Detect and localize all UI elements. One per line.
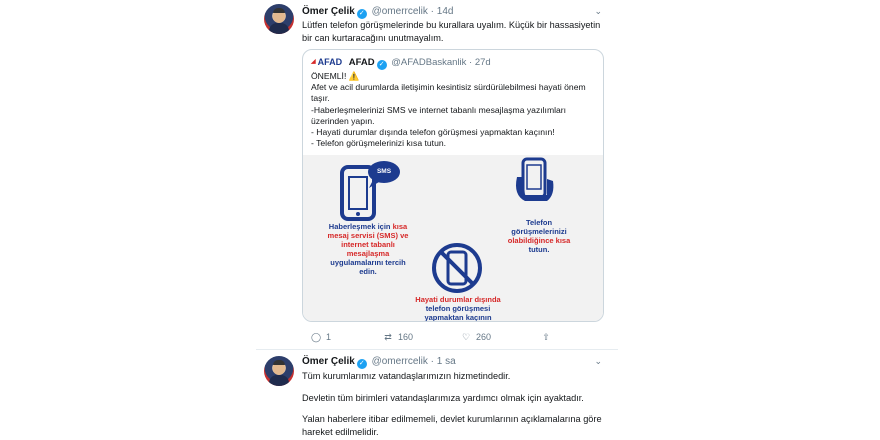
tweet-text: Tüm kurumlarımız vatandaşlarımızın hizmetindedir. Devletin tüm birimleri vatandaşlarımıza yardımcı olmak için ayaktadır. Yalan haberlere itibar edilmemeli, devlet kurumlarının açıklamalarına göre hareket edilmelidir. [302,371,602,437]
quoted-tweet-image[interactable] [303,155,604,322]
share-icon: ⇧ [542,332,550,342]
chevron-down-icon[interactable]: ⌄ [594,6,602,16]
verified-badge-icon: ✓ [377,60,387,70]
media-right-caption: Telefon görüşmelerinizi olabildiğince kısa tutun. [507,218,571,254]
afad-logo: ◢ AFAD [311,57,343,67]
tweet[interactable] [256,0,618,350]
media-center-caption: Hayati durumlar dışında telefon görüşmesi yapmaktan kaçının [415,295,501,322]
author-handle[interactable]: @omerrcelik [371,6,428,17]
like-button[interactable]: ♡ 260 [461,332,492,342]
avatar[interactable] [264,356,294,386]
quoted-tweet-header: ◢ AFAD AFAD ✓ @AFADBaskanlik · 27d [311,57,491,68]
verified-badge-icon: ✓ [357,359,367,369]
author-name[interactable]: Ömer Çelik [302,6,355,17]
tweet-text: Lütfen telefon görüşmelerinde bu kurallara uyalım. Küçük bir hassasiyetin bir can kurtaracağını unutmayalım. [302,20,601,43]
reply-icon: ◯ [310,332,322,342]
retweet-button[interactable]: ⇄ 160 [382,332,413,343]
quoted-tweet[interactable] [302,49,604,322]
retweet-icon: ⇄ [384,332,392,342]
sms-badge: SMS [376,168,392,175]
author-handle[interactable]: @omerrcelik [371,356,428,367]
heart-icon: ♡ [461,332,471,342]
quoted-tweet-text: ÖNEMLİ! ⚠️ Afet ve acil durumlarda iletişimin kesintisiz sürdürülebilmesi hayati önem taşır. -Haberleşmelerinizi SMS ve internet tabanlı mesajlaşma yazılımları üzerinden yapın. - Hayati durumlar dışında telefon görüşmesi yapmaktan kaçının! - Telefon görüşmelerinizi kısa tutun. [311,71,586,149]
quoted-timestamp: 27d [474,57,491,68]
quoted-author-name: AFAD [348,57,375,68]
verified-badge-icon: ✓ [357,9,367,19]
tweet-header: Ömer Çelik ✓ @omerrcelik · 1 sa [302,356,456,367]
media-left-caption: Haberleşmek için kısa mesaj servisi (SMS) ve internet tabanlı mesajlaşma uygulamalarını tercih edin. [327,222,409,276]
tweet-header: Ömer Çelik ✓ @omerrcelik · 14d [302,6,454,17]
hand-phone-icon [516,159,553,201]
no-phone-icon [434,245,480,291]
author-name[interactable]: Ömer Çelik [302,356,355,367]
tweet-timestamp[interactable]: 1 sa [436,356,456,367]
quoted-author-handle: @AFADBaskanlik [391,57,467,68]
tweet[interactable] [256,350,618,440]
chevron-down-icon[interactable]: ⌄ [594,356,602,366]
tweet-timestamp[interactable]: 14d [436,6,454,17]
avatar[interactable] [264,4,294,34]
timeline [256,0,618,440]
reply-button[interactable]: ◯ 1 [310,332,332,342]
share-button[interactable] [540,332,556,343]
